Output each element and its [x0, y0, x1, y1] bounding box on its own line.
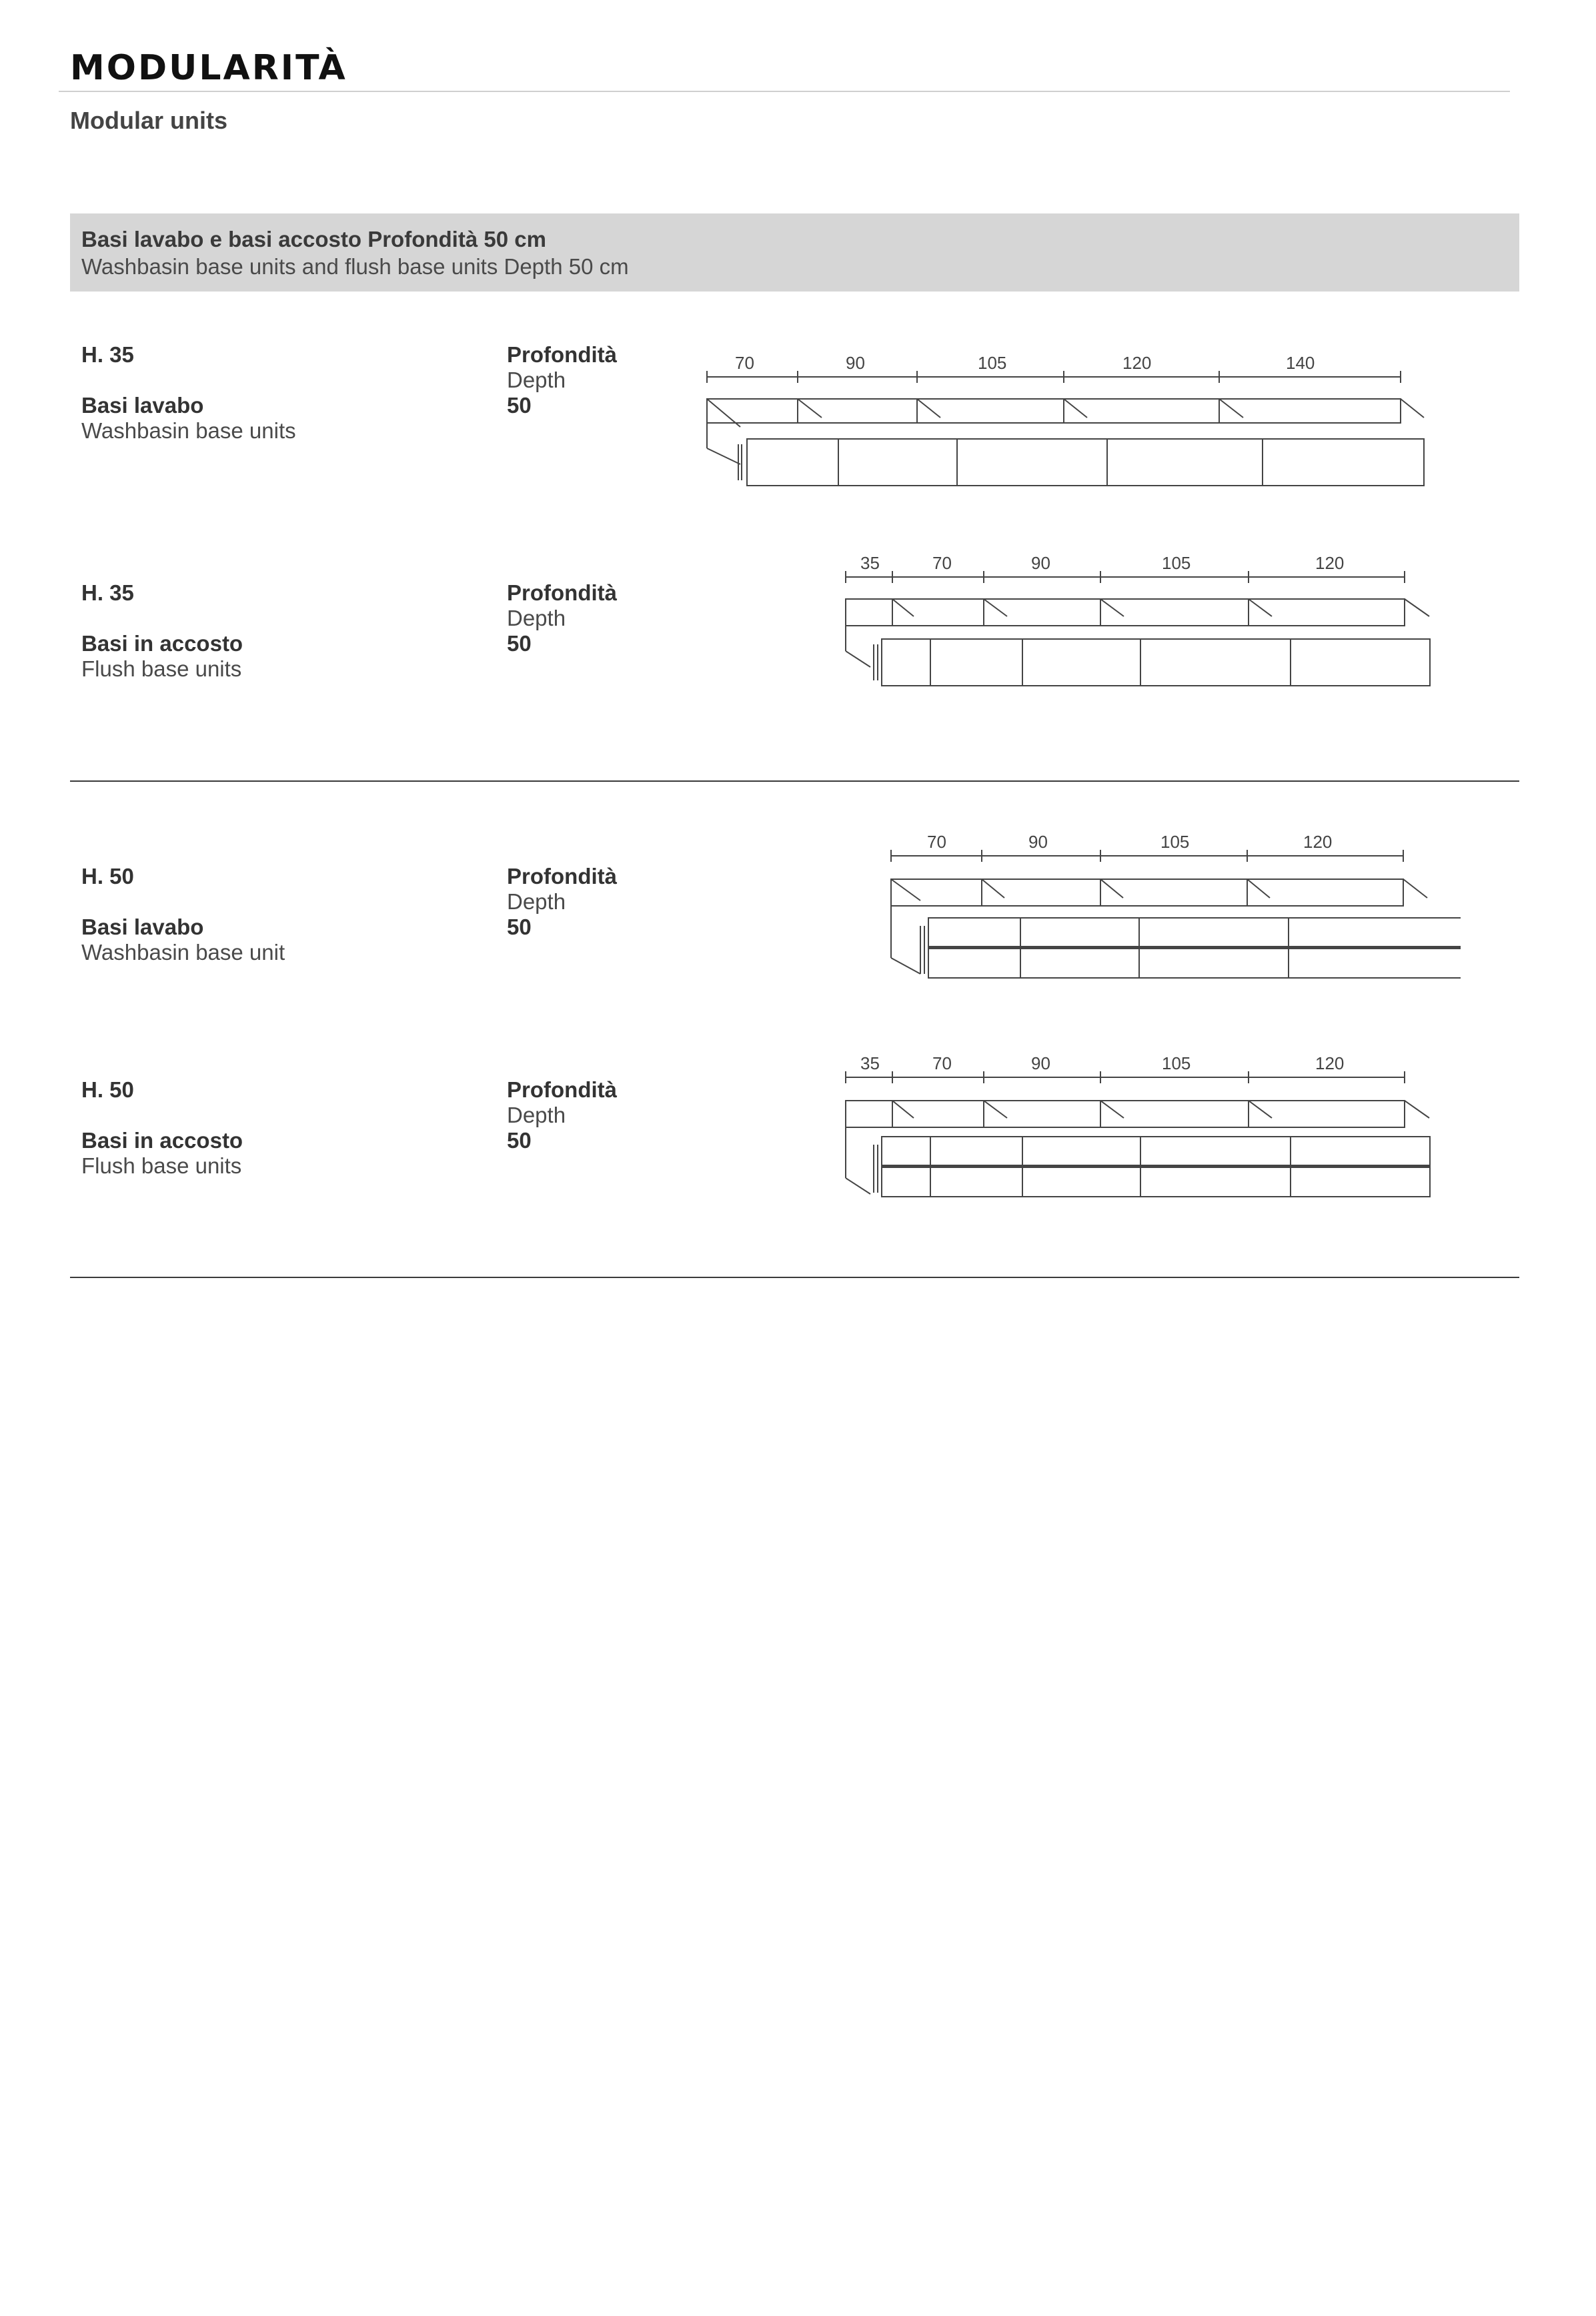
unit-name-it: Basi in accosto — [81, 1128, 243, 1153]
dimension-label: 90 — [1028, 832, 1048, 852]
section-divider — [70, 780, 1519, 782]
unit-height: H. 50 — [81, 1077, 134, 1102]
dimension-label: 35 — [860, 1053, 880, 1073]
dimension-label: 70 — [932, 553, 952, 573]
unit-height: H. 35 — [81, 580, 134, 605]
section-divider — [70, 1277, 1519, 1278]
page-subtitle: Modular units — [70, 107, 227, 134]
dimension-label: 120 — [1315, 553, 1345, 573]
depth-block — [507, 580, 617, 656]
dimension-label: 105 — [1160, 832, 1190, 852]
depth-label-it: Profondità — [507, 342, 617, 367]
unit-name-en: Washbasin base units — [81, 418, 296, 443]
depth-block — [507, 1077, 617, 1153]
depth-label-en: Depth — [507, 606, 566, 630]
dimension-label: 105 — [978, 353, 1007, 373]
unit-drawing — [700, 347, 1454, 494]
depth-label-en: Depth — [507, 1103, 566, 1127]
dimension-label: 120 — [1315, 1053, 1345, 1073]
unit-name-it: Basi lavabo — [81, 393, 204, 418]
section-title-it: Basi lavabo e basi accosto Profondità 50 cm — [81, 227, 546, 251]
unit-name-en: Flush base units — [81, 656, 242, 681]
title-divider — [59, 91, 1510, 92]
page-title: MODULARITÀ — [70, 48, 347, 88]
section-header-band — [70, 213, 1519, 292]
unit-name-it: Basi lavabo — [81, 915, 204, 939]
unit-drawing — [834, 547, 1461, 694]
depth-value: 50 — [507, 1128, 532, 1153]
dimension-label: 90 — [1031, 553, 1050, 573]
unit-height: H. 35 — [81, 342, 134, 367]
depth-label-en: Depth — [507, 368, 566, 392]
row-block — [81, 1077, 243, 1179]
dimension-label: 90 — [846, 353, 865, 373]
dimension-label: 105 — [1162, 1053, 1191, 1073]
dimension-label: 70 — [927, 832, 946, 852]
dimension-label: 120 — [1122, 353, 1152, 373]
row-block — [81, 580, 243, 682]
section-title-en: Washbasin base units and flush base units Depth 50 cm — [81, 254, 629, 279]
unit-drawing — [834, 1047, 1461, 1207]
depth-block — [507, 342, 617, 418]
depth-label-it: Profondità — [507, 580, 617, 605]
dimension-label: 90 — [1031, 1053, 1050, 1073]
depth-label-it: Profondità — [507, 864, 617, 889]
dimension-label: 70 — [932, 1053, 952, 1073]
depth-label-it: Profondità — [507, 1077, 617, 1102]
unit-height: H. 50 — [81, 864, 134, 889]
unit-name-it: Basi in accosto — [81, 631, 243, 656]
unit-name-en: Washbasin base unit — [81, 940, 285, 965]
unit-drawing — [880, 826, 1461, 993]
dimension-label: 120 — [1303, 832, 1333, 852]
dimension-label: 140 — [1286, 353, 1315, 373]
dimension-label: 105 — [1162, 553, 1191, 573]
depth-value: 50 — [507, 631, 532, 656]
depth-block — [507, 864, 617, 940]
unit-name-en: Flush base units — [81, 1153, 242, 1178]
dimension-label: 70 — [735, 353, 754, 373]
depth-value: 50 — [507, 393, 532, 418]
row-block — [81, 864, 285, 965]
dimension-label: 35 — [860, 553, 880, 573]
depth-label-en: Depth — [507, 889, 566, 914]
row-block — [81, 342, 296, 444]
depth-value: 50 — [507, 915, 532, 939]
